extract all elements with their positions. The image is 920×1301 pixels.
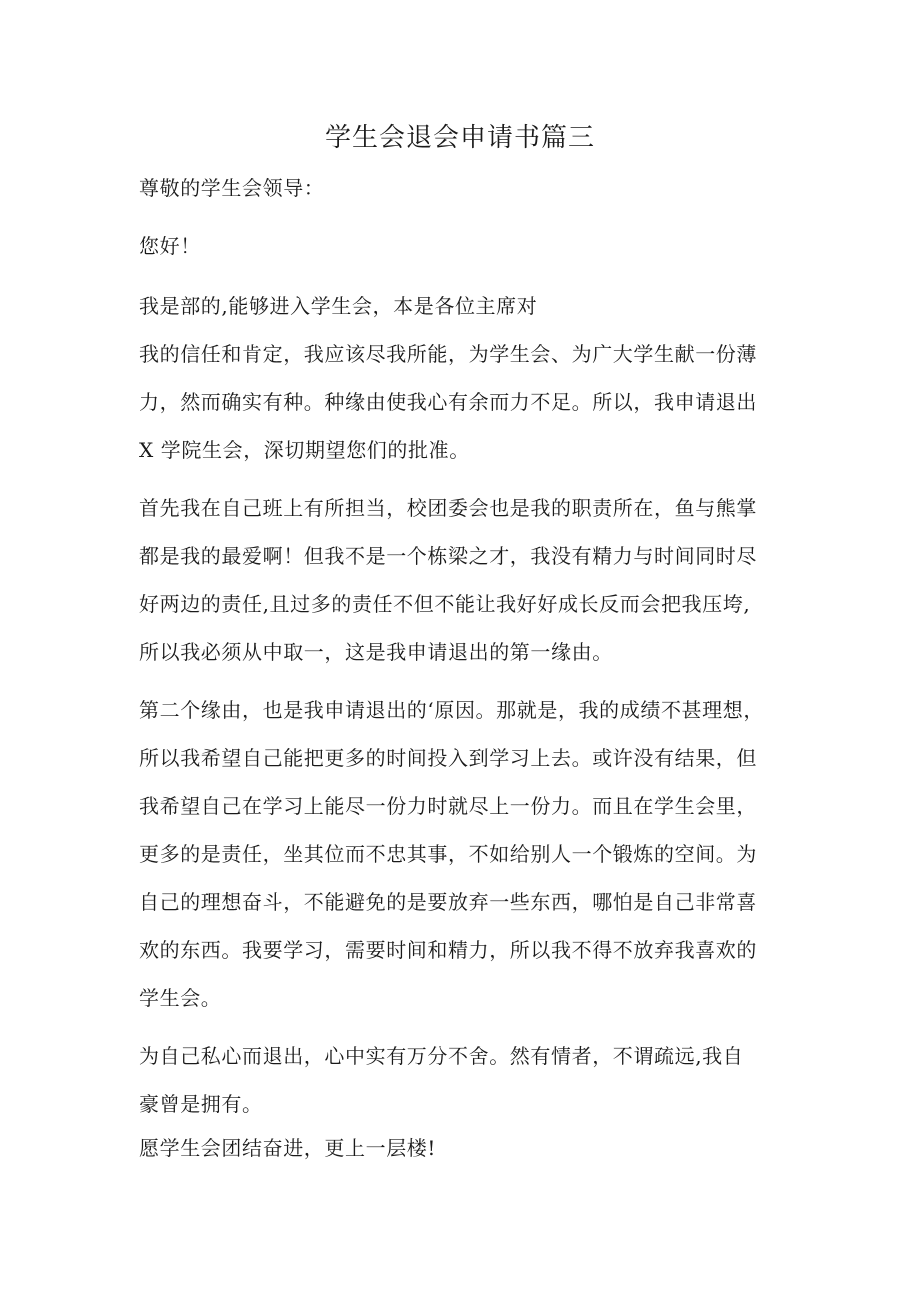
paragraph-line: 第二个缘由，也是我申请退出的‘原因。那就是，我的成绩不甚理想， — [139, 698, 764, 722]
paragraph-line: 都是我的最爱啊！但我不是一个栋梁之才，我没有精力与时间同时尽 — [139, 544, 757, 568]
paragraph-line: 自己的理想奋斗，不能避免的是要放弃一些东西，哪怕是自己非常喜 — [139, 890, 757, 914]
paragraph-line: 我的信任和肯定，我应该尽我所能，为学生会、为广大学生献一份薄 — [139, 342, 757, 366]
paragraph-line: 学生会。 — [139, 986, 222, 1010]
paragraph-line: 首先我在自己班上有所担当，校团委会也是我的职责所在，鱼与熊掌 — [139, 496, 757, 520]
paragraph-line: 欢的东西。我要学习，需要时间和精力，所以我不得不放弃我喜欢的 — [139, 938, 757, 962]
closing-line: 愿学生会团结奋进，更上一层楼! — [139, 1136, 437, 1160]
document-title: 学生会退会申请书篇三 — [324, 123, 595, 153]
paragraph-line: 豪曾是拥有。 — [139, 1092, 263, 1116]
paragraph-line: 更多的是责任，坐其位而不忠其事，不如给别人一个锻炼的空间。为 — [139, 842, 757, 866]
paragraph-line: X 学院生会，深切期望您们的批准。 — [139, 438, 470, 462]
paragraph-line: 所以我必须从中取一，这是我申请退出的第一缘由。 — [139, 640, 613, 664]
paragraph-line: 所以我希望自己能把更多的时间投入到学习上去。或许没有结果，但 — [139, 746, 757, 770]
paragraph-line: 我希望自己在学习上能尽一份力时就尽上一份力。而且在学生会里， — [139, 794, 757, 818]
paragraph-line: 我是部的,能够进入学生会，本是各位主席对 — [139, 294, 538, 318]
salutation: 尊敬的学生会领导： — [139, 176, 325, 200]
paragraph-line: 好两边的责任,且过多的责任不但不能让我好好成长反而会把我压垮, — [139, 592, 751, 616]
greeting: 您好！ — [139, 234, 201, 258]
paragraph-line: 为自己私心而退出，心中实有万分不舍。然有情者，不谓疏远,我自 — [139, 1044, 744, 1068]
paragraph-line: 力，然而确实有种。种缘由使我心有余而力不足。所以，我申请退出 — [139, 390, 757, 414]
